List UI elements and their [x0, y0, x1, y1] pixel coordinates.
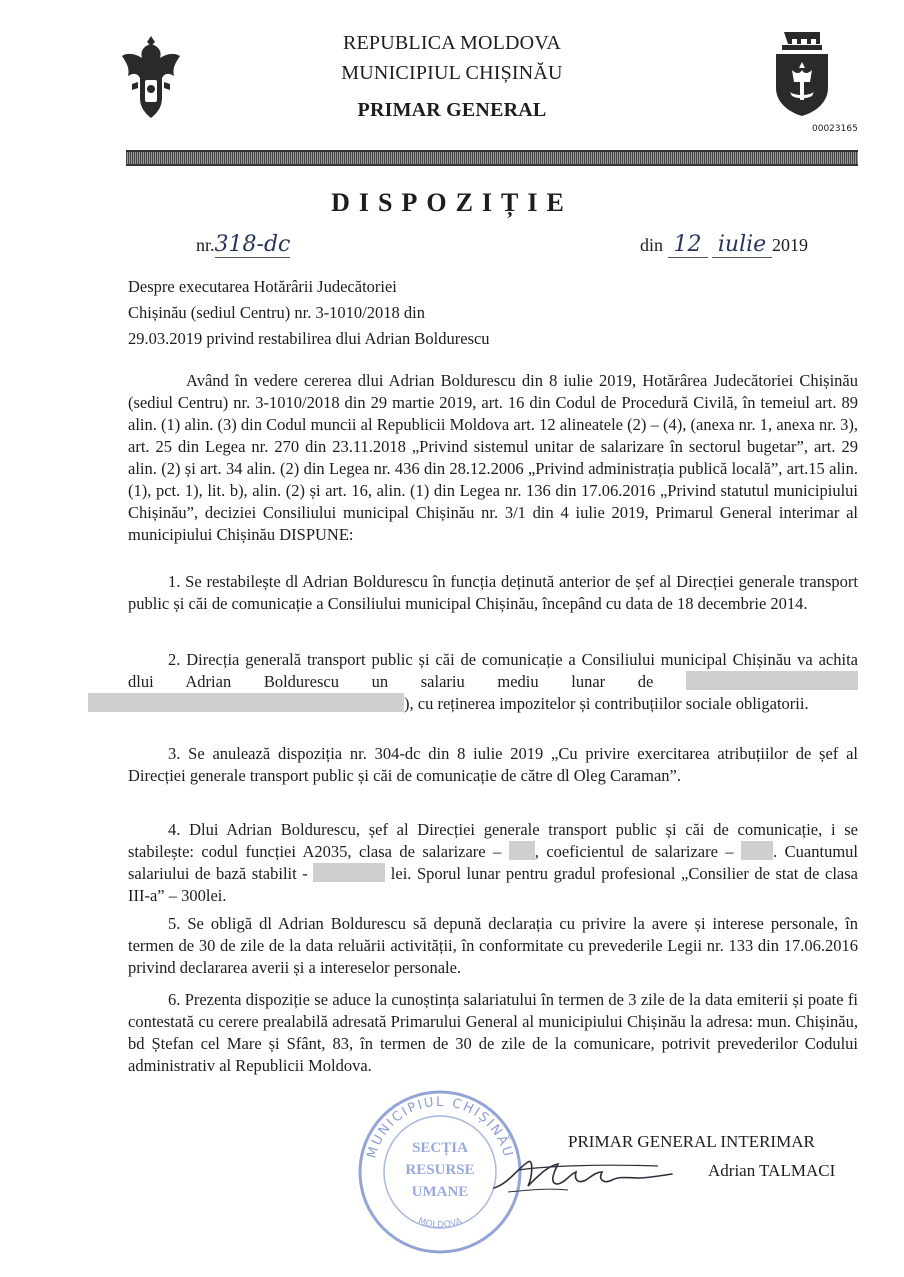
preamble [128, 370, 858, 546]
subject-line-1: Despre executarea Hotărârii Judecătoriei [128, 277, 397, 296]
stamp-center-line-1: SECȚIA [412, 1140, 468, 1156]
stamp-center-line-3: UMANE [411, 1184, 469, 1200]
item-2-text [128, 649, 858, 715]
item-3-text: 3. Se anulează dispoziția nr. 304-dc din 8 iulie 2019 „Cu privire exercitarea atribuțiilor de șef al Direcției generale transport public și căi de comunicație de către dl Oleg Caraman”. [128, 744, 858, 785]
date-day: 12 [668, 232, 708, 258]
document-serial-number: 00023165 [812, 124, 858, 134]
stamp-ring-bottom-text: MOLDOVA [416, 1216, 464, 1231]
header-office: PRIMAR GENERAL [357, 99, 547, 121]
stamp-center-line-2: RESURSE [405, 1162, 475, 1178]
header-municipality: MUNICIPIUL CHIȘINĂU [341, 62, 563, 84]
svg-text:MOLDOVA [417, 1216, 464, 1230]
date-year: 2019 [772, 235, 809, 255]
item-4 [128, 819, 858, 907]
item-1-text: 1. Se restabilește dl Adrian Boldurescu în funcția deținută anterior de șef al Direcției generale transport public și căi de comunicație a Consiliului municipal Chișinău, începând cu data de 18 decembrie 2014. [128, 572, 858, 613]
item-5 [128, 913, 858, 979]
stamp-ring-text: MUNICIPIUL CHIȘINĂU [364, 1094, 516, 1161]
item-4-text-d: lei. Sporul lunar pentru gradul profesional „Consilier de stat de clasa III-a” – 300lei. [128, 864, 859, 905]
redacted-salary-amount [686, 671, 858, 690]
item-4-text-c: . Cuantumul salariului de bază stabilit - [128, 842, 858, 883]
document-date [640, 232, 808, 258]
redacted-salary-class [509, 841, 535, 860]
item-2-text-b: ), cu reținerea impozitelor și contribuțiilor sociale obligatorii. [404, 694, 809, 713]
handwritten-signature [488, 1148, 678, 1204]
preamble-text: Având în vedere cererea dlui Adrian Boldurescu din 8 iulie 2019, Hotărârea Judecătoriei Chișinău (sediul Centru) nr. 3-1010/2018 din 29 martie 2019, art. 16 din Codul de Procedură Civilă, în temeiul art. 89 alin. (1) alin. (3) din Codul muncii al Republicii Moldova art. 12 alineatele (2) – (4), (anexa nr. 1, anexa nr. 3), art. 25 din Legea nr. 270 din 23.11.2018 „Privind sistemul unitar de salarizare în sectorul bugetar”, art. 29 alin. (2) și art. 34 alin. (2) din Legea nr. 436 din 28.12.2006 „Privind administrația publică locală”, art.15 alin. (1), pct. 1), lit. b), alin. (2) și art. 16, alin. (1) din Legea nr. 136 din 17.06.2016 „Privind statutul municipiului Chișinău”, deciziei Consiliului municipal Chișinău nr. 3/1 din 4 iulie 2019, Primarul General interimar al municipiului Chișinău DISPUNE: [128, 371, 858, 544]
item-6 [128, 989, 858, 1077]
item-4-text [128, 819, 858, 907]
item-1 [128, 571, 858, 615]
item-3 [128, 743, 858, 787]
item-5-text: 5. Se obligă dl Adrian Boldurescu să depună declarația cu privire la avere și interese personale, în termen de 30 de zile de la data reluării activității, în conformitate cu prevederile Legii nr. 133 din 17.06.2016 privind declararea averii și a intereselor personale. [128, 914, 858, 977]
item-2 [128, 649, 858, 715]
date-month: iulie [712, 232, 772, 258]
subject-line-3: 29.03.2019 privind restabilirea dlui Adrian Bolduresсu [128, 329, 490, 348]
document-title: DISPOZIȚIE [331, 188, 573, 217]
item-4-text-a: 4. Dlui Adrian Boldurescu, șef al Direcției generale transport public și căi de comunicație, i se stabilește: codul funcției A2035, clasa de salarizare – [128, 820, 858, 861]
chisinau-coat-of-arms-icon [770, 28, 834, 120]
number-prefix: nr. [196, 235, 215, 255]
subject-line-2: Chișinău (sediul Centru) nr. 3-1010/2018 din [128, 303, 425, 322]
redacted-salary-coefficient [741, 841, 773, 860]
signatory-role: PRIMAR GENERAL INTERIMAR [568, 1132, 815, 1151]
item-4-text-b: , coeficientul de salarizare – [534, 842, 734, 861]
item-6-text: 6. Prezenta dispoziție se aduce la cunoștința salariatului în termen de 3 zile de la data emiterii și poate fi contestată cu cerere prealabilă adresată Primarului General al municipiului Chișinău la adresa: mun. Chișinău, bd Ștefan cel Mare și Sfânt, 83, în termen de 30 de zile de la comunicare, potrivit prevederilor Codului administrativ al Republicii Moldova. [128, 990, 858, 1075]
document-number [196, 232, 290, 257]
number-value: 318-dc [214, 232, 291, 257]
redacted-base-salary [313, 863, 385, 882]
redacted-salary-words [88, 693, 404, 712]
item-2-text-a: 2. Direcția generală transport public și căi de comunicație a Consiliului municipal Chișinău va achita dlui Adrian Boldurescu un salariu mediu lunar de [128, 650, 858, 691]
header-republic: REPUBLICA MOLDOVA [342, 32, 562, 54]
date-prefix: din [640, 235, 664, 255]
header-separator [126, 150, 858, 166]
signatory-name: Adrian TALMACI [708, 1161, 836, 1180]
